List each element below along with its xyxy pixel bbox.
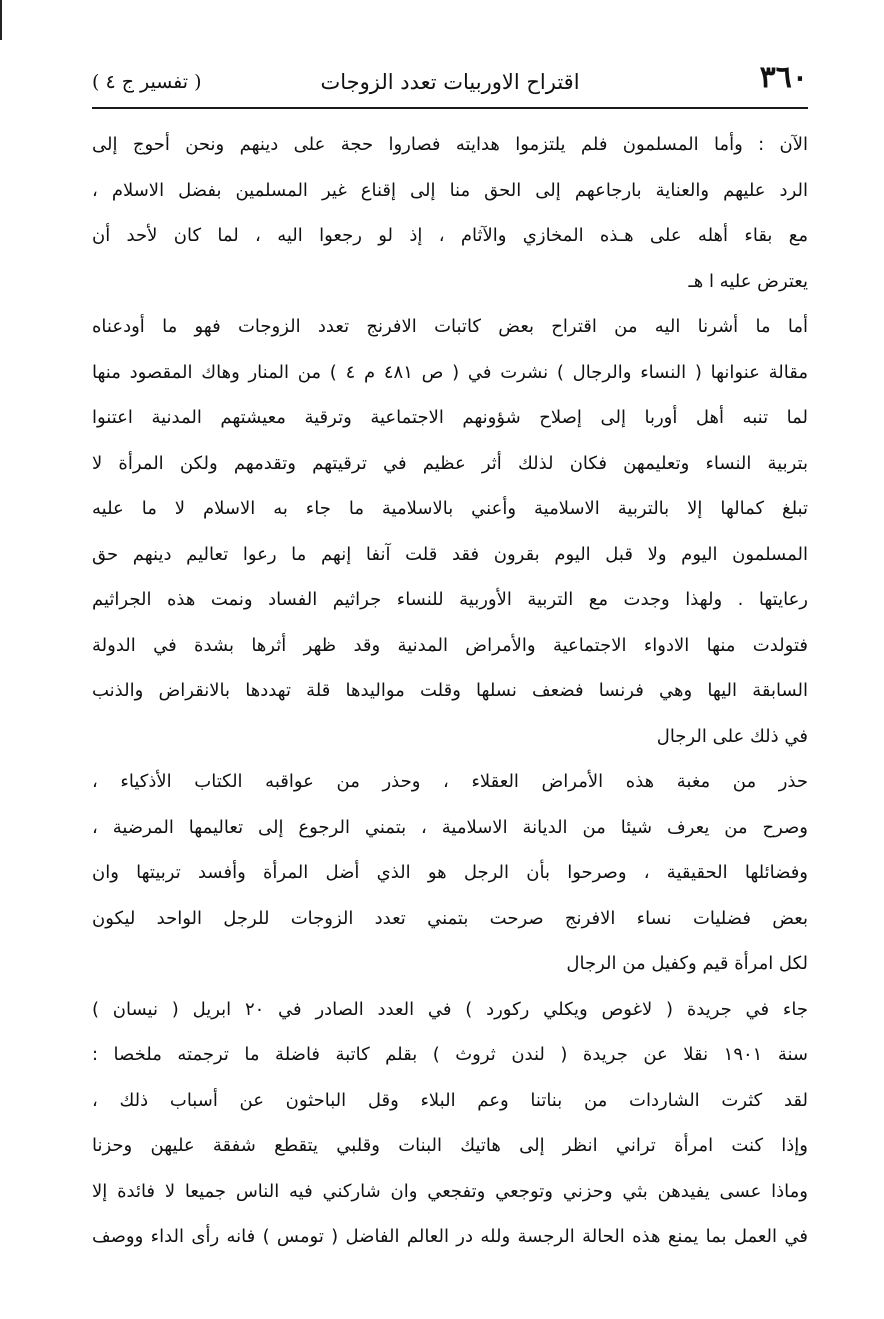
text-line: وماذا عسى يفيدهن بثي وحزني وتوجعي وتفجعي وان شاركني فيه الناس جميعا لا فائدة إلا <box>92 1180 808 1202</box>
text-line: المسلمون اليوم ولا قبل اليوم بقرون فقد قلت آنفا إنهم ما رعوا تعاليم دينهم حق <box>92 543 808 565</box>
header-rule <box>92 107 808 109</box>
text-line: تبلغ كمالها إلا بالتربية الاسلامية وأعني بالاسلامية ما جاء به الاسلام لا ما عليه <box>92 498 808 519</box>
text-line: الرد عليهم والعناية بارجاعهم إلى الحق منا إلى إقناع غير المسلمين بفضل الاسلام ، <box>92 179 808 201</box>
text-line: الآن : وأما المسلمون فلم يلتزموا هدايته فصاروا حجة على دينهم ونحن أحوج إلى <box>92 134 808 155</box>
page-number: ٣٦٠ <box>759 60 808 95</box>
text-line: وصرح من يعرف شيئا من الديانة الاسلامية ، بتمني الرجوع إلى تعاليمها المرضية ، <box>92 816 808 838</box>
text-line: بتربية النساء وتعليمهن فكان لذلك أثر عظيم في ترقيتهم وتقدمهم ولكن المرأة لا <box>92 452 808 474</box>
text-line: في العمل بما يمنع هذه الحالة الرجسة ولله در العالم الفاضل ( تومس ) فانه رأى الداء ووصف <box>92 1226 808 1247</box>
text-line: مقالة عنوانها ( النساء والرجال ) نشرت في ( ص ٤٨١ م ٤ ) من المنار وهاك المقصود منها <box>92 361 808 383</box>
text-line: بعض فضليات نساء الافرنج صرحت بتمني تعدد الزوجات للرجل الواحد ليكون <box>92 907 808 929</box>
text-line: حذر من مغبة هذه الأمراض العقلاء ، وحذر من عواقبه الكتاب الأذكياء ، <box>92 771 808 792</box>
text-line: لما تنبه أهل أوربا إلى إصلاح شؤونهم الاجتماعية وترقية معيشتهم المدنية اعتنوا <box>92 407 808 428</box>
text-line: في ذلك على الرجال <box>656 725 808 747</box>
text-line: السابقة اليها وهي فرنسا فضعف نسلها وقلت مواليدها قلة تهددها بالانقراض والذنب <box>92 680 808 701</box>
text-line: سنة ١٩٠١ نقلا عن جريدة ( لندن ثروث ) بقلم كاتبة فاضلة ما ترجمته ملخصا : <box>92 1044 808 1065</box>
text-line: لقد كثرت الشاردات من بناتنا وعم البلاء وقل الباحثون عن أسباب ذلك ، <box>92 1089 808 1111</box>
text-line: فتولدت منها الادواء الاجتماعية والأمراض المدنية وقد ظهر أثرها بشدة في الدولة <box>92 634 808 656</box>
text-line: وفضائلها الحقيقية ، وصرحوا بأن الرجل هو الذي أضل المرأة وأفسد تربيتها وان <box>92 862 808 883</box>
text-line: وإذا كنت امرأة تراني انظر إلى هاتيك البنات وقلبي يتقطع شفقة عليهن وحزنا <box>92 1135 808 1156</box>
text-line: لكل امرأة قيم وكفيل من الرجال <box>566 953 808 974</box>
text-line: يعترض عليه ا هـ <box>688 270 808 292</box>
page-header <box>92 58 808 104</box>
scan-edge-mark <box>0 0 2 40</box>
body-text <box>92 122 808 1260</box>
section-reference: ( تفسير ج ٤ ) <box>92 71 202 93</box>
running-title: اقتراح الاوربيات تعدد الزوجات <box>320 70 580 94</box>
text-line: جاء في جريدة ( لاغوص ويكلي ركورد ) في العدد الصادر في ٢٠ ابريل ( نيسان ) <box>92 998 808 1020</box>
text-line: رعايتها . ولهذا وجدت مع التربية الأوربية للنساء جراثيم الفساد ونمت هذه الجراثيم <box>92 589 808 610</box>
text-line: مع بقاء أهله على هـذه المخازي والآثام ، إذ لو رجعوا اليه ، لما كان لأحد أن <box>92 225 808 246</box>
text-line: أما ما أشرنا اليه من اقتراح بعض كاتبات الافرنج تعدد الزوجات فهو ما أودعناه <box>92 316 808 337</box>
